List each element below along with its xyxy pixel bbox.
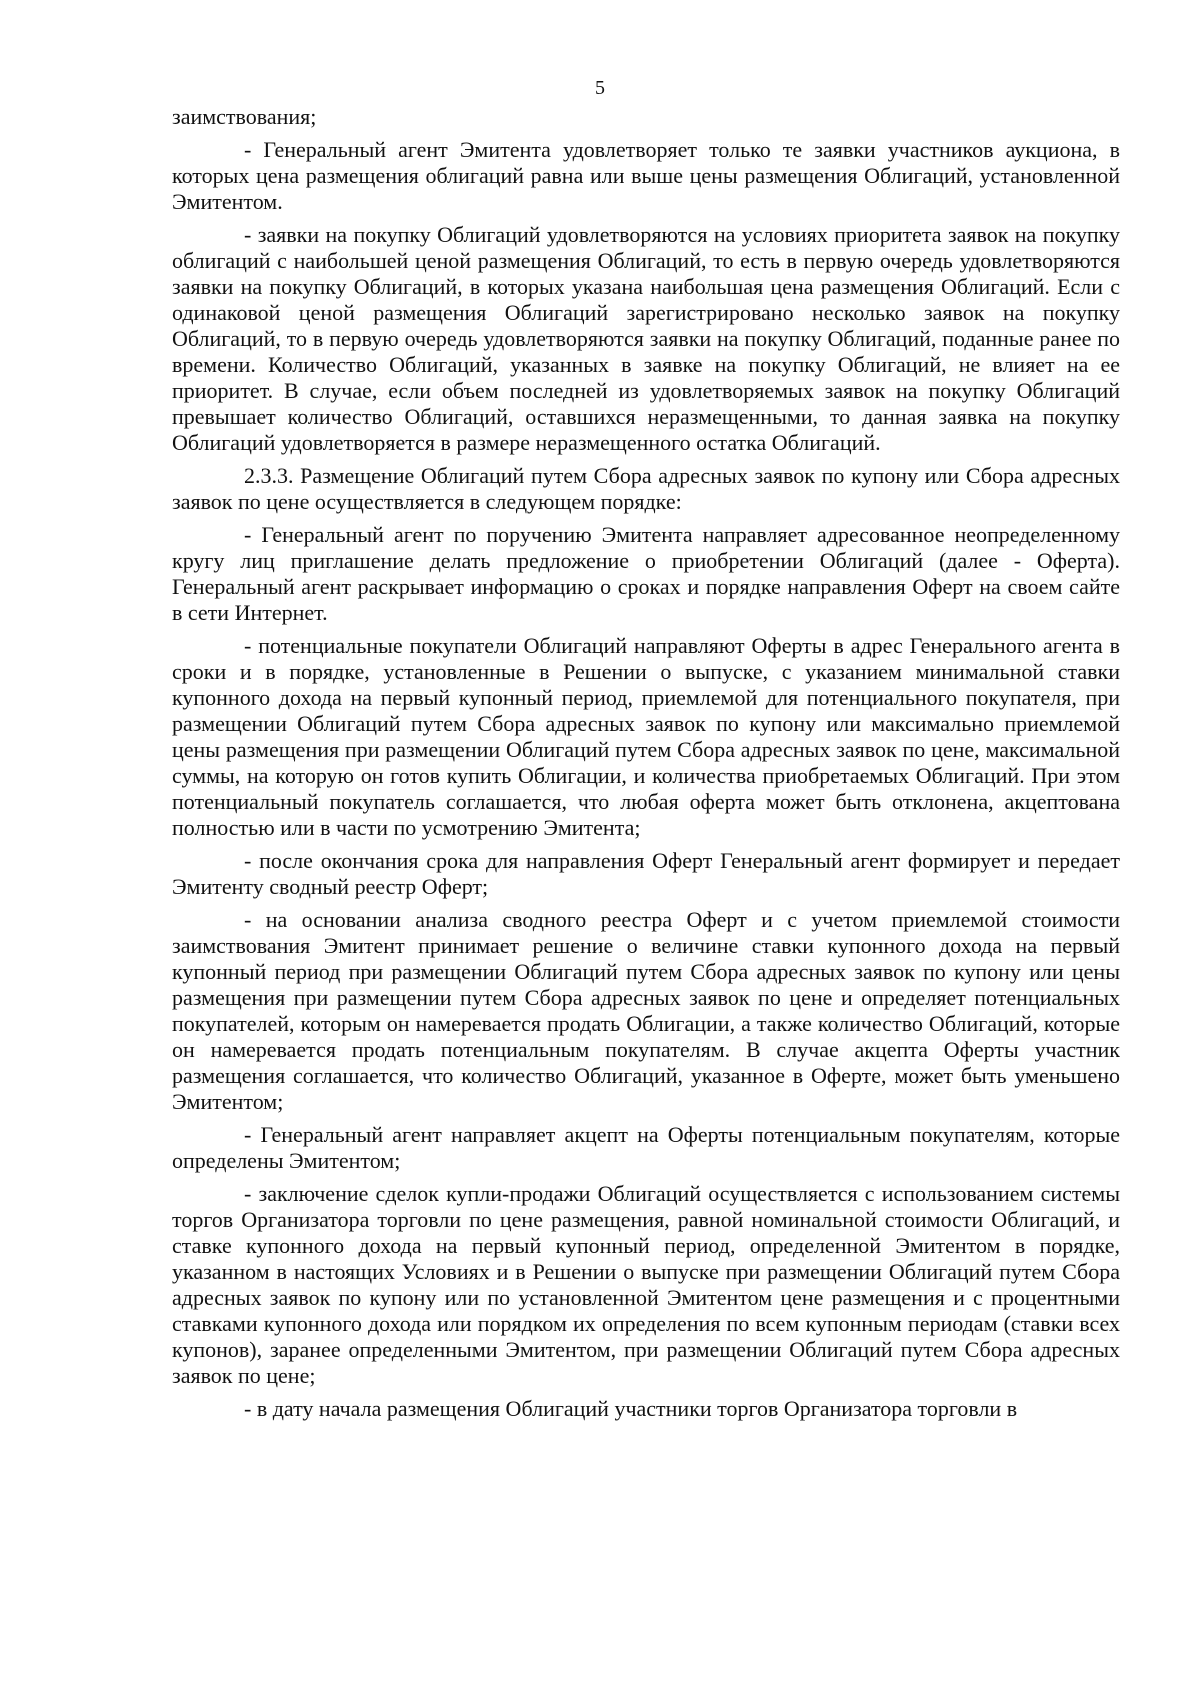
paragraph-acceptance: - Генеральный агент направляет акцепт на Оферты потенциальным покупателям, которые определены Эмитентом;: [172, 1122, 1120, 1173]
paragraph-general-agent-auction: - Генеральный агент Эмитента удовлетворяет только те заявки участников аукциона, в которых цена размещения облигаций равна или выше цены размещения Облигаций, установленной Эмитентом.: [172, 137, 1120, 214]
paragraph-issuer-decision: - на основании анализа сводного реестра Оферт и с учетом приемлемой стоимости заимствования Эмитент принимает решение о величине ставки купонного дохода на первый купонный период при размещении Облигаций путем Сбора адресных заявок по купону или цены размещения при размещении путем Сбора адресных заявок по цене и определяет потенциальных покупателей, которым он намеревается продать Облигации, а также количество Облигаций, которые он намеревается продать потенциальным покупателям. В случае акцепта Оферты участник размещения соглашается, что количество Облигаций, указанное в Оферте, может быть уменьшено Эмитентом;: [172, 907, 1120, 1114]
paragraph-continuation: заимствования;: [172, 104, 317, 129]
document-body: [172, 104, 1120, 1429]
paragraph-deal-conclusion: - заключение сделок купли-продажи Облигаций осуществляется с использованием системы торгов Организатора торговли по цене размещения, равной номинальной стоимости Облигаций, и ставке купонного дохода на первый купонный период, определенной Эмитентом в порядке, указанном в настоящих Условиях и в Решении о выпуске при размещении Облигаций путем Сбора адресных заявок по купону или по установленной Эмитентом цене размещения и с процентными ставками купонного дохода или порядком их определения по всем купонным периодам (ставки всех купонов), заранее определенными Эмитентом, при размещении Облигаций путем Сбора адресных заявок по цене;: [172, 1181, 1120, 1388]
paragraph-offer-invitation: - Генеральный агент по поручению Эмитента направляет адресованное неопределенному кругу лиц приглашение делать предложение о приобретении Облигаций (далее - Оферта). Генеральный агент раскрывает информацию о сроках и порядке направления Оферт на своем сайте в сети Интернет.: [172, 522, 1120, 625]
paragraph-section-2-3-3: 2.3.3. Размещение Облигаций путем Сбора адресных заявок по купону или Сбора адресных заявок по цене осуществляется в следующем порядке:: [172, 463, 1120, 514]
paragraph-placement-start: - в дату начала размещения Облигаций участники торгов Организатора торговли в: [244, 1396, 1018, 1421]
paragraph-offer-register: - после окончания срока для направления Оферт Генеральный агент формирует и передает Эмитенту сводный реестр Оферт;: [172, 848, 1120, 899]
paragraph-buyers-send-offers: - потенциальные покупатели Облигаций направляют Оферты в адрес Генерального агента в сроки и в порядке, установленные в Решении о выпуске, с указанием минимальной ставки купонного дохода на первый купонный период, приемлемой для потенциального покупателя, при размещении Облигаций путем Сбора адресных заявок по купону или максимально приемлемой цены размещения при размещении Облигаций путем Сбора адресных заявок по цене, максимальной суммы, на которую он готов купить Облигации, и количества приобретаемых Облигаций. При этом потенциальный покупатель соглашается, что любая оферта может быть отклонена, акцептована полностью или в части по усмотрению Эмитента;: [172, 633, 1120, 840]
page-number: 5: [595, 77, 605, 99]
paragraph-priority-rules: - заявки на покупку Облигаций удовлетворяются на условиях приоритета заявок на покупку облигаций с наибольшей ценой размещения Облигаций, то есть в первую очередь удовлетворяются заявки на покупку Облигаций, в которых указана наибольшая цена размещения Облигаций. Если с одинаковой ценой размещения Облигаций зарегистрировано несколько заявок на покупку Облигаций, то в первую очередь удовлетворяются заявки на покупку Облигаций, поданные ранее по времени. Количество Облигаций, указанных в заявке на покупку Облигаций, не влияет на ее приоритет. В случае, если объем последней из удовлетворяемых заявок на покупку Облигаций превышает количество Облигаций, оставшихся неразмещенными, то данная заявка на покупку Облигаций удовлетворяется в размере неразмещенного остатка Облигаций.: [172, 222, 1120, 455]
